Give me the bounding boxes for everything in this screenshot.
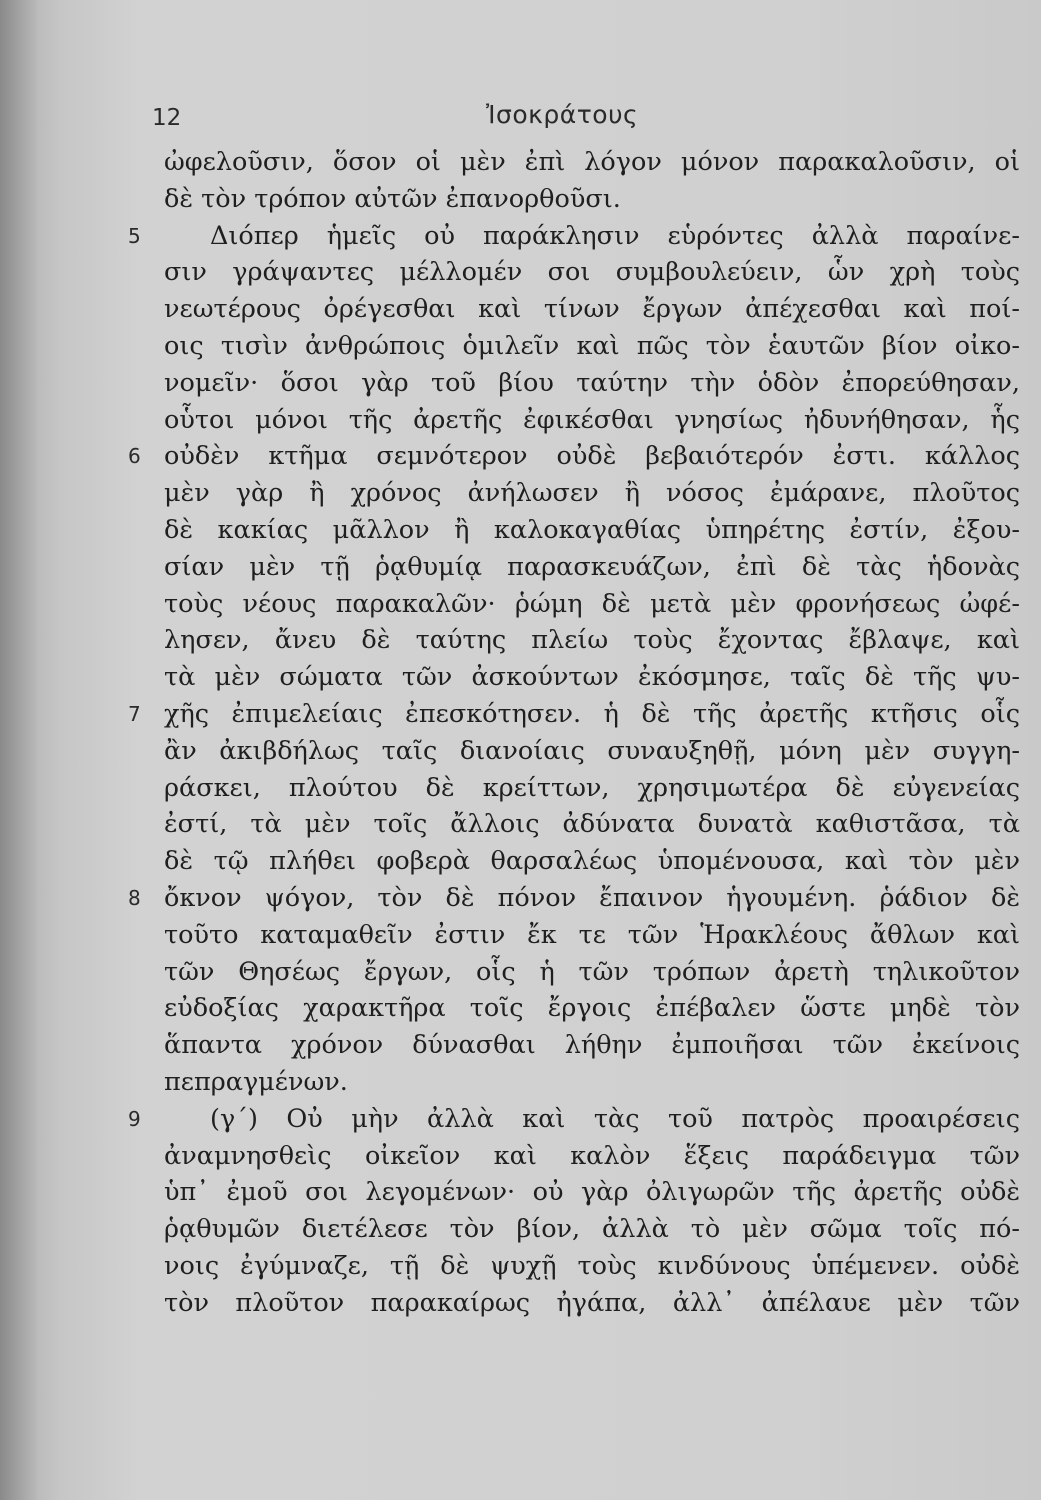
text-line [0,181,1041,218]
page-number: 12 [152,105,182,131]
text-line [0,770,1041,807]
section-number: 6 [128,444,141,469]
section-number: 9 [128,1106,141,1131]
text-line [0,365,1041,402]
text-line [0,1211,1041,1248]
line-text: δὲ κακίας μᾶλλον ἢ καλοκαγαθίας ὑπηρέτης ἐστίν, ἐξου- [164,514,1020,545]
text-line [0,328,1041,365]
section-number: 7 [128,701,141,726]
running-title: Ἰσοκράτους [486,100,639,129]
line-text: ὑπ᾽ ἐμοῦ σοι λεγομένων· οὐ γὰρ ὀλιγωρῶν τῆς ἀρετῆς οὐδὲ [164,1177,1020,1208]
line-text: ἀναμνησθεὶς οἰκεῖον καὶ καλὸν ἕξεις παράδειγμα τῶν [164,1140,1020,1171]
line-text: ἂν ἀκιβδήλως ταῖς διανοίαις συναυξηθῇ, μόνη μὲν συγγη- [164,735,1020,766]
line-text: δὲ τῷ πλήθει φοβερὰ θαρσαλέως ὑπομένουσα, καὶ τὸν μὲν [164,846,1020,877]
text-line [0,402,1041,439]
text-line [0,438,1041,475]
text-body [0,144,1041,1322]
text-line [0,990,1041,1027]
line-text: μὲν γὰρ ἢ χρόνος ἀνήλωσεν ἢ νόσος ἐμάρανε, πλοῦτος [164,478,1020,509]
line-text: χῆς ἐπιμελείαις ἐπεσκότησεν. ἡ δὲ τῆς ἀρετῆς κτῆσις οἷς [164,698,1020,729]
text-line [0,622,1041,659]
text-line [0,218,1041,255]
text-line [0,954,1041,991]
line-text: σιν γράψαντες μέλλομέν σοι συμβουλεύειν, ὧν χρὴ τοὺς [164,257,1020,288]
line-text: τῶν Θησέως ἔργων, οἷς ἡ τῶν τρόπων ἀρετὴ τηλικοῦτον [164,956,1020,987]
text-line [0,1027,1041,1064]
text-line [0,843,1041,880]
line-text: νοις ἐγύμναζε, τῇ δὲ ψυχῇ τοὺς κινδύνους ὑπέμενεν. οὐδὲ [164,1250,1020,1281]
line-text: οις τισὶν ἀνθρώποις ὁμιλεῖν καὶ πῶς τὸν ἑαυτῶν βίον οἰκο- [164,330,1020,361]
text-line [0,144,1041,181]
line-text: εὐδοξίας χαρακτῆρα τοῖς ἔργοις ἐπέβαλεν ὥστε μηδὲ τὸν [164,993,1020,1024]
text-line [0,1285,1041,1322]
text-line [0,696,1041,733]
line-text: δὲ τὸν τρόπον αὐτῶν ἐπανορθοῦσι. [164,183,621,214]
line-text: νομεῖν· ὅσοι γὰρ τοῦ βίου ταύτην τὴν ὁδὸν ἐπορεύθησαν, [164,367,1020,398]
text-line [0,1248,1041,1285]
text-line [0,586,1041,623]
running-header [0,100,1041,136]
text-line [0,475,1041,512]
line-text: ὄκνον ψόγον, τὸν δὲ πόνον ἔπαινον ἡγουμένη. ῥάδιον δὲ [164,882,1020,913]
line-text: οὐδὲν κτῆμα σεμνότερον οὐδὲ βεβαιότερόν ἐστι. κάλλος [164,441,1020,472]
line-text: τὰ μὲν σώματα τῶν ἀσκούντων ἐκόσμησε, ταῖς δὲ τῆς ψυ- [164,662,1020,693]
line-text: ἐστί, τὰ μὲν τοῖς ἄλλοις ἀδύνατα δυνατὰ καθιστᾶσα, τὰ [164,809,1020,840]
text-line [0,254,1041,291]
text-line [0,917,1041,954]
text-line [0,806,1041,843]
line-text: τὸν πλοῦτον παρακαίρως ἠγάπα, ἀλλ᾽ ἀπέλαυε μὲν τῶν [164,1287,1020,1318]
line-text: (γ΄) Οὐ μὴν ἀλλὰ καὶ τὰς τοῦ πατρὸς προαιρέσεις [210,1103,1020,1134]
text-line [0,291,1041,328]
text-line [0,512,1041,549]
line-text: ἅπαντα χρόνον δύνασθαι λήθην ἐμποιῆσαι τῶν ἐκείνοις [164,1030,1020,1061]
line-text: Διόπερ ἡμεῖς οὐ παράκλησιν εὑρόντες ἀλλὰ παραίνε- [210,220,1020,251]
line-text: τοὺς νέους παρακαλῶν· ῥώμη δὲ μετὰ μὲν φρονήσεως ὠφέ- [164,588,1020,619]
line-text: λησεν, ἄνευ δὲ ταύτης πλείω τοὺς ἔχοντας ἔβλαψε, καὶ [164,625,1020,656]
line-text: πεπραγμένων. [164,1066,348,1097]
text-line [0,1138,1041,1175]
line-text: νεωτέρους ὀρέγεσθαι καὶ τίνων ἔργων ἀπέχεσθαι καὶ ποί- [164,294,1020,325]
line-text: σίαν μὲν τῇ ῥᾳθυμίᾳ παρασκευάζων, ἐπὶ δὲ τὰς ἡδονὰς [164,551,1020,582]
text-line [0,659,1041,696]
line-text: τοῦτο καταμαθεῖν ἐστιν ἔκ τε τῶν Ἡρακλέους ἄθλων καὶ [164,919,1020,950]
text-line [0,549,1041,586]
text-line [0,1101,1041,1138]
section-number: 5 [128,223,141,248]
line-text: ράσκει, πλούτου δὲ κρείττων, χρησιμωτέρα δὲ εὐγενείας [164,772,1020,803]
text-line [0,1174,1041,1211]
text-line [0,880,1041,917]
line-text: ῥᾳθυμῶν διετέλεσε τὸν βίον, ἀλλὰ τὸ μὲν σῶμα τοῖς πό- [164,1214,1020,1245]
section-number: 8 [128,885,141,910]
line-text: οὗτοι μόνοι τῆς ἀρετῆς ἐφικέσθαι γνησίως ἠδυνήθησαν, ἧς [164,404,1020,435]
text-line [0,733,1041,770]
line-text: ὠφελοῦσιν, ὅσον οἱ μὲν ἐπὶ λόγον μόνον παρακαλοῦσιν, οἱ [164,147,1020,177]
text-line [0,1064,1041,1101]
